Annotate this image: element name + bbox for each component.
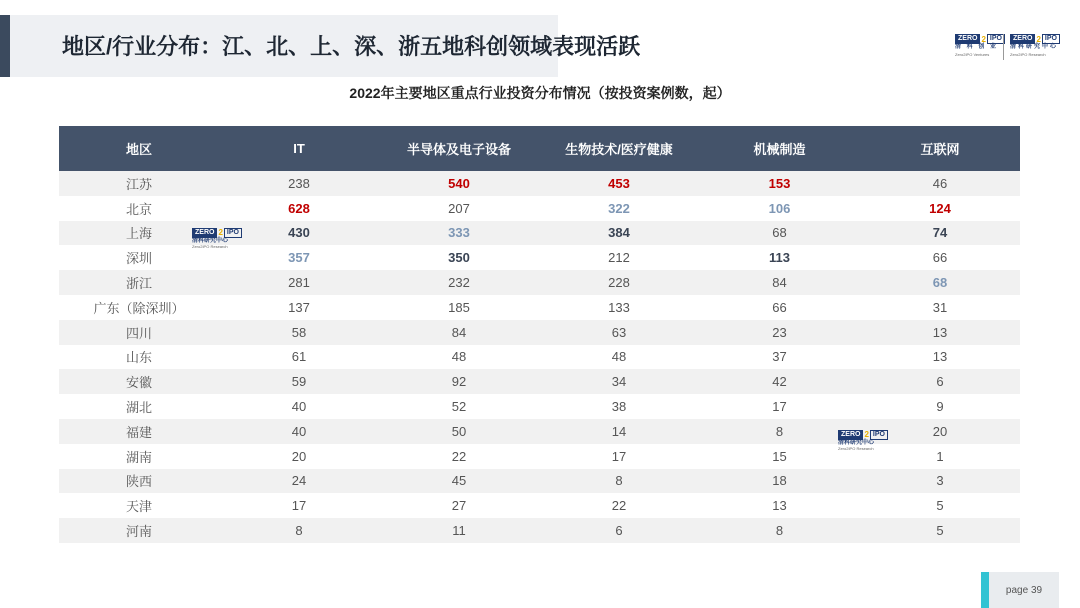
value-cell: 113 <box>769 250 790 266</box>
table-row <box>59 493 1020 518</box>
value-cell: 8 <box>295 523 303 539</box>
value-cell: 6 <box>615 523 623 539</box>
value-cell: 1 <box>936 448 944 464</box>
zero2ipo-research-logo: ZERO 2 IPO 清科研究中心 Zero2IPO Research <box>1010 34 1059 57</box>
table-body <box>59 171 1020 543</box>
table-row <box>59 171 1020 196</box>
region-cell: 上海 <box>125 226 152 242</box>
value-cell: 52 <box>451 399 467 415</box>
value-cell: 59 <box>291 374 307 390</box>
value-cell: 6 <box>936 374 944 390</box>
table-row <box>59 469 1020 494</box>
value-cell: 8 <box>775 523 784 539</box>
value-cell: 20 <box>932 423 948 439</box>
value-cell: 17 <box>611 448 627 464</box>
page-number-accent <box>981 572 989 608</box>
value-cell: 133 <box>608 299 630 315</box>
value-cell: 20 <box>291 448 307 464</box>
value-cell: 333 <box>448 225 470 241</box>
value-cell: 66 <box>932 250 948 266</box>
region-cell: 天津 <box>125 499 152 515</box>
value-cell: 22 <box>451 448 467 464</box>
table-header <box>59 126 1020 171</box>
value-cell: 384 <box>608 225 630 241</box>
value-cell: 24 <box>291 473 307 489</box>
value-cell: 48 <box>451 349 467 365</box>
value-cell: 5 <box>936 523 944 539</box>
region-cell: 江苏 <box>125 176 152 192</box>
value-cell: 357 <box>288 250 310 266</box>
region-cell: 四川 <box>125 325 152 341</box>
page-title: 地区/行业分布：江、北、上、深、浙五地科创领域表现活跃 <box>62 34 641 59</box>
zero2ipo-ventures-logo: ZERO 2 IPO 清 科 创 业 Zero2IPO Ventures <box>955 34 1005 58</box>
research-watermark-logo-2: ZERO 2 IPO 清科研究中心 Zero2IPO Research <box>838 430 888 452</box>
value-cell: 84 <box>772 275 787 291</box>
value-cell: 11 <box>452 523 466 539</box>
table-row <box>59 369 1020 394</box>
value-cell: 13 <box>932 324 948 340</box>
region-cell: 陕西 <box>125 474 152 490</box>
table-row <box>59 518 1020 543</box>
value-cell: 8 <box>615 473 623 489</box>
region-cell: 福建 <box>125 424 152 440</box>
table-row <box>59 394 1020 419</box>
value-cell: 34 <box>611 374 627 390</box>
value-cell: 228 <box>608 275 630 291</box>
title-accent-bar <box>0 15 10 77</box>
value-cell: 23 <box>772 324 787 340</box>
value-cell: 185 <box>448 299 470 315</box>
header-it: IT <box>293 141 305 156</box>
value-cell: 350 <box>448 250 470 266</box>
table-row <box>59 295 1020 320</box>
value-cell: 68 <box>932 275 948 291</box>
value-cell: 232 <box>448 275 470 291</box>
table-row <box>59 270 1020 295</box>
value-cell: 17 <box>772 399 787 415</box>
region-cell: 安徽 <box>125 375 152 391</box>
value-cell: 322 <box>608 200 630 216</box>
value-cell: 13 <box>772 498 787 514</box>
value-cell: 453 <box>608 175 630 191</box>
value-cell: 68 <box>772 225 787 241</box>
table-row <box>59 345 1020 370</box>
table-row <box>59 196 1020 221</box>
header-biotech: 生物技术/医疗健康 <box>565 142 673 157</box>
header-machinery: 机械制造 <box>753 142 806 157</box>
region-cell: 河南 <box>125 524 152 540</box>
value-cell: 48 <box>611 349 627 365</box>
value-cell: 15 <box>772 448 787 464</box>
value-cell: 3 <box>936 473 944 489</box>
header-semiconductor: 半导体及电子设备 <box>406 142 511 157</box>
value-cell: 540 <box>448 175 470 191</box>
value-cell: 46 <box>932 175 948 191</box>
value-cell: 8 <box>775 423 784 439</box>
value-cell: 17 <box>291 498 307 514</box>
value-cell: 92 <box>451 374 467 390</box>
value-cell: 14 <box>611 423 627 439</box>
region-cell: 北京 <box>125 201 152 217</box>
value-cell: 84 <box>451 324 467 340</box>
value-cell: 153 <box>768 175 791 191</box>
value-cell: 38 <box>611 399 627 415</box>
region-cell: 山东 <box>125 350 152 366</box>
value-cell: 13 <box>932 349 948 365</box>
region-cell: 深圳 <box>125 251 152 267</box>
value-cell: 74 <box>932 225 948 241</box>
value-cell: 40 <box>291 399 307 415</box>
value-cell: 42 <box>772 374 787 390</box>
value-cell: 58 <box>291 324 307 340</box>
header-region: 地区 <box>125 142 152 157</box>
value-cell: 45 <box>451 473 467 489</box>
value-cell: 281 <box>288 275 310 291</box>
value-cell: 40 <box>291 423 307 439</box>
value-cell: 31 <box>932 299 948 315</box>
value-cell: 137 <box>288 299 310 315</box>
value-cell: 27 <box>451 498 467 514</box>
logo-divider <box>1003 34 1004 60</box>
value-cell: 9 <box>936 399 944 415</box>
value-cell: 207 <box>448 200 470 216</box>
region-cell: 浙江 <box>125 276 152 292</box>
region-cell: 湖南 <box>125 449 152 465</box>
region-cell: 广东（除深圳） <box>93 300 185 316</box>
value-cell: 238 <box>288 175 310 191</box>
table-subtitle: 2022年主要地区重点行业投资分布情况（按投资案例数，起） <box>349 85 731 101</box>
value-cell: 66 <box>772 299 787 315</box>
value-cell: 430 <box>288 225 310 241</box>
region-cell: 湖北 <box>125 400 152 416</box>
value-cell: 124 <box>929 200 951 216</box>
value-cell: 61 <box>291 349 307 365</box>
value-cell: 50 <box>451 423 467 439</box>
investment-table <box>59 126 1020 543</box>
value-cell: 63 <box>611 324 627 340</box>
value-cell: 18 <box>772 473 787 489</box>
value-cell: 22 <box>611 498 627 514</box>
value-cell: 628 <box>288 200 310 216</box>
value-cell: 212 <box>608 250 630 266</box>
page-number: page 39 <box>989 572 1059 608</box>
table-row <box>59 320 1020 345</box>
header-internet: 互联网 <box>920 142 960 157</box>
value-cell: 5 <box>936 498 944 514</box>
value-cell: 106 <box>768 200 791 216</box>
research-watermark-logo: ZERO 2 IPO 清科研究中心 Zero2IPO Research <box>192 228 242 250</box>
value-cell: 37 <box>772 349 787 365</box>
